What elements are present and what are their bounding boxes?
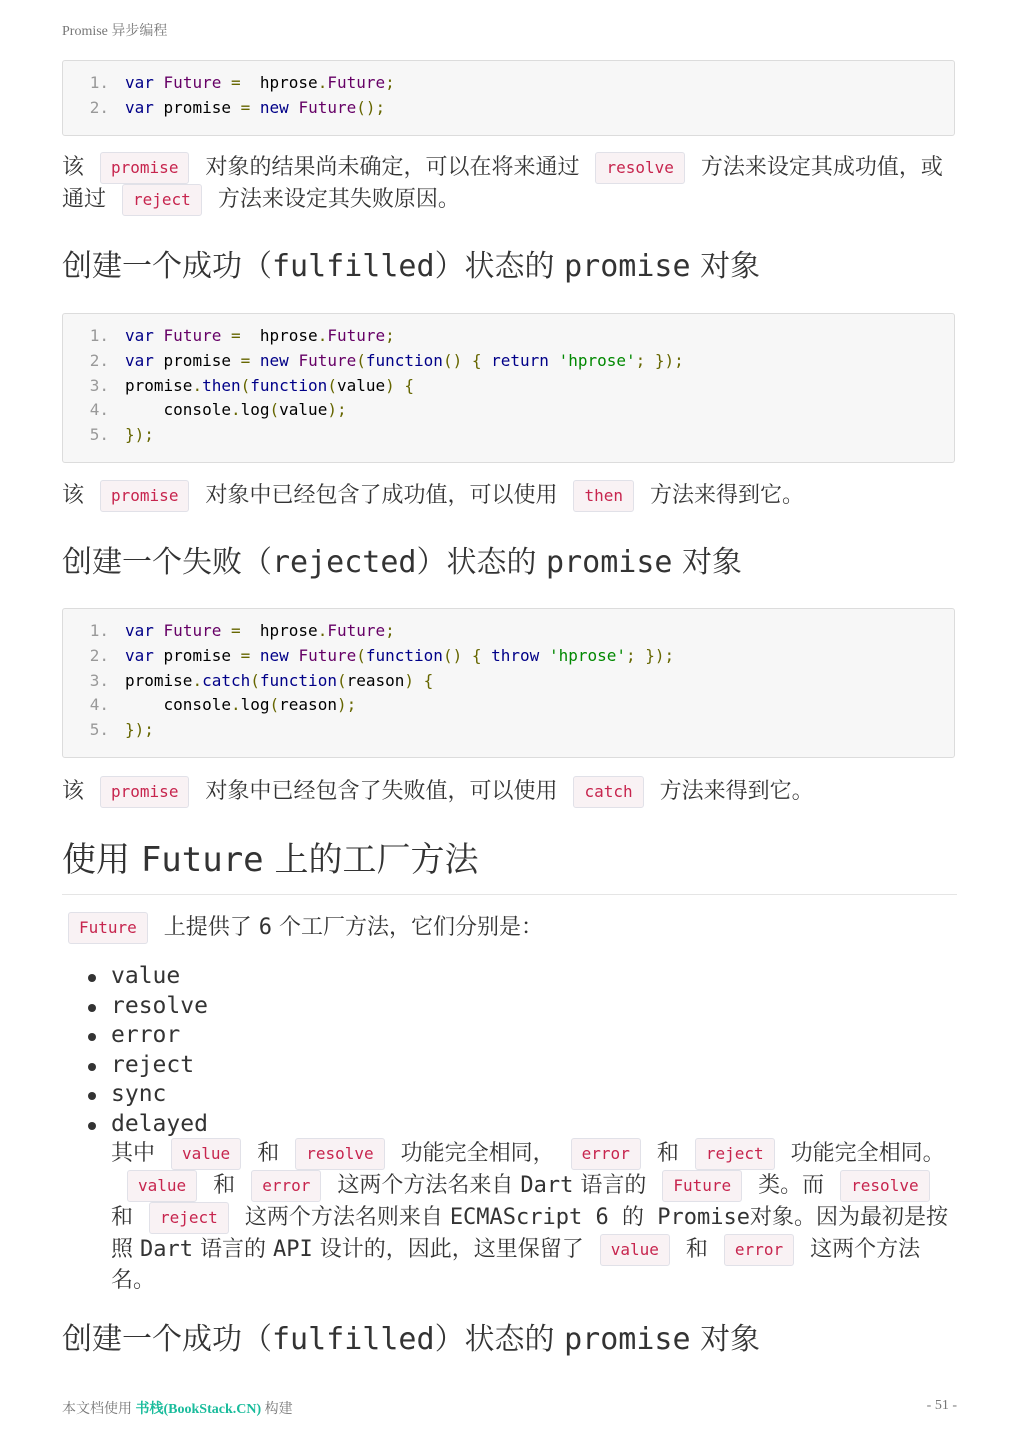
code-token: () — [442, 350, 463, 370]
line-number: 2. — [89, 350, 109, 370]
paragraph-factory-intro: Future 上提供了 6 个工厂方法，它们分别是： — [68, 912, 963, 944]
code-token — [221, 73, 231, 92]
paragraph-method-notes: 其中 value 和 resolve 功能完全相同， error 和 reject 功能完全相同。value 和 error 这两个方法名来自 Dart 语言的 Future 类。而 resolve和 reject 这两个方法名则来自 ECMAScript 6 的 Promise对象。因为最初是按照 Dart 语言的 API 设计的，因此，这里保留了 value 和 error 这两个方法名。 — [111, 1138, 951, 1296]
list-item — [88, 1051, 208, 1081]
code-token: function — [365, 645, 443, 665]
code-token: ; — [626, 645, 636, 665]
code-block-rejected-example — [62, 608, 955, 758]
code-token — [154, 326, 164, 345]
code-token: promise — [153, 97, 241, 117]
inline-code-reject: reject — [122, 184, 202, 216]
code-line — [63, 423, 954, 448]
inline-code-error: error — [724, 1234, 794, 1266]
code-token: Future — [163, 73, 222, 92]
code-token — [221, 621, 231, 640]
code-token: Future — [327, 73, 386, 92]
paragraph-promise-pending: 该 promise 对象的结果尚未确定，可以在将来通过 resolve 方法来设定其成功值，或通过 reject 方法来设定其失败原因。 — [62, 152, 957, 216]
code-token — [250, 646, 260, 665]
heading-create-fulfilled-promise: 创建一个成功（fulfilled）状态的 promise 对象 — [62, 249, 761, 284]
code-token: Future — [298, 645, 357, 665]
method-name: sync — [111, 1081, 167, 1108]
code-block-fulfilled-example — [62, 313, 955, 463]
code-token: { — [423, 670, 434, 690]
code-token — [154, 621, 164, 640]
bullet-icon — [88, 1092, 96, 1100]
method-name: resolve — [111, 992, 208, 1019]
inline-code-error: error — [571, 1138, 641, 1170]
inline-code-reject: reject — [695, 1138, 775, 1170]
code-token: var — [125, 73, 154, 92]
inline-code-resolve: resolve — [295, 1138, 384, 1170]
code-token: ) — [385, 375, 395, 395]
factory-method-list — [88, 962, 208, 1140]
line-number: 2. — [89, 97, 109, 117]
method-name: error — [111, 1022, 181, 1049]
code-token: . — [192, 375, 203, 395]
code-token: () — [442, 645, 463, 665]
list-item — [88, 1021, 208, 1051]
code-token: . — [317, 326, 328, 345]
code-token — [645, 351, 655, 370]
code-token: = — [230, 621, 241, 640]
code-token: }); — [654, 350, 684, 370]
code-token: promise — [125, 375, 193, 395]
code-token: 'hprose' — [558, 350, 636, 370]
code-token: var — [125, 350, 154, 370]
code-token: reason — [346, 670, 405, 690]
code-token: ( — [240, 375, 251, 395]
code-token: var — [125, 621, 154, 640]
code-token: = — [240, 645, 251, 665]
line-number: 5. — [89, 720, 109, 740]
code-token — [289, 646, 299, 665]
code-token: var — [125, 326, 154, 345]
code-token: }); — [645, 645, 675, 665]
list-item — [88, 1080, 208, 1110]
code-token — [395, 376, 405, 395]
code-token: Future — [298, 97, 357, 117]
code-token: log — [240, 695, 270, 715]
heading-create-fulfilled-promise-2: 创建一个成功（fulfilled）状态的 promise 对象 — [62, 1322, 761, 1357]
line-number: 1. — [89, 621, 109, 640]
line-number: 3. — [89, 375, 109, 395]
code-token — [462, 351, 472, 370]
inline-code-promise: promise — [100, 480, 189, 512]
code-token: throw — [491, 645, 540, 665]
inline-code-value: value — [127, 1170, 197, 1202]
code-token: Future — [298, 350, 357, 370]
code-token: promise — [153, 350, 241, 370]
code-token: log — [240, 400, 270, 420]
code-token: { — [471, 350, 482, 370]
line-number: 2. — [89, 645, 109, 665]
code-token: Future — [327, 326, 386, 345]
code-token: . — [317, 621, 328, 640]
line-number: 1. — [89, 326, 109, 345]
list-item — [88, 962, 208, 992]
code-token: ( — [356, 645, 366, 665]
inline-code-catch: catch — [573, 776, 643, 808]
inline-code-value: value — [600, 1234, 670, 1266]
code-token: }); — [125, 720, 154, 740]
code-token — [221, 326, 231, 345]
code-token: promise — [125, 670, 193, 690]
code-token: promise — [153, 645, 241, 665]
method-name: value — [111, 963, 181, 989]
code-token — [154, 73, 164, 92]
code-token: . — [230, 695, 241, 715]
code-line — [63, 71, 954, 96]
code-token: console — [125, 400, 231, 420]
inline-code-resolve: resolve — [595, 152, 684, 184]
heading-create-rejected-promise: 创建一个失败（rejected）状态的 promise 对象 — [62, 545, 743, 580]
code-token: var — [125, 645, 154, 665]
code-token: ); — [336, 695, 357, 715]
code-token: ) — [404, 670, 415, 690]
code-token: (); — [356, 97, 386, 117]
inline-code-future: Future — [68, 912, 148, 944]
code-token: }); — [125, 425, 154, 445]
code-token: Future — [163, 326, 222, 345]
code-line — [63, 718, 954, 743]
code-token: ( — [250, 670, 260, 690]
code-line — [63, 644, 954, 669]
code-token: value — [336, 375, 386, 395]
code-token — [250, 351, 260, 370]
line-number: 3. — [89, 670, 109, 690]
code-token: ( — [356, 350, 366, 370]
code-token: catch — [202, 670, 251, 690]
code-token: function — [250, 375, 328, 395]
code-token: ( — [327, 375, 337, 395]
code-line — [63, 693, 954, 718]
footer-credit: 本文档使用 书栈(BookStack.CN) 构建 — [62, 1402, 293, 1417]
code-token: = — [240, 97, 251, 117]
document-header-title: Promise 异步编程 — [62, 24, 168, 39]
code-token: ); — [327, 400, 347, 420]
code-token: hprose — [240, 621, 318, 640]
page-number: - 51 - — [926, 1398, 957, 1413]
code-token: ; — [385, 73, 395, 92]
method-name: reject — [111, 1051, 195, 1078]
code-token — [481, 351, 491, 370]
code-token: Future — [327, 621, 386, 640]
inline-code-future: Future — [662, 1170, 742, 1202]
code-token: = — [230, 73, 241, 92]
code-line — [63, 374, 954, 399]
code-token: = — [240, 350, 251, 370]
line-number: 4. — [89, 695, 109, 715]
method-name: delayed — [111, 1110, 208, 1137]
bookstack-link[interactable]: 书栈(BookStack.CN) — [135, 1402, 262, 1417]
code-token: . — [192, 670, 203, 690]
code-block-create-future — [62, 60, 955, 136]
bullet-icon — [88, 974, 96, 982]
inline-code-promise: promise — [100, 776, 189, 808]
code-token: reason — [279, 695, 337, 715]
inline-code-then: then — [573, 480, 634, 512]
code-token: ; — [385, 326, 395, 345]
bullet-icon — [88, 1004, 96, 1012]
code-token: new — [259, 97, 289, 117]
code-token: function — [365, 350, 443, 370]
code-line — [63, 619, 954, 644]
code-token — [250, 98, 260, 117]
code-token: console — [125, 695, 231, 715]
inline-code-value: value — [171, 1138, 241, 1170]
code-token: var — [125, 97, 154, 117]
code-token — [289, 98, 299, 117]
code-token — [549, 351, 559, 370]
code-line — [63, 398, 954, 423]
code-line — [63, 669, 954, 694]
code-token: Future — [163, 621, 222, 640]
line-number: 5. — [89, 425, 109, 445]
code-token: 'hprose' — [548, 645, 626, 665]
code-token: new — [259, 645, 289, 665]
code-token: ; — [385, 621, 395, 640]
inline-code-reject: reject — [149, 1202, 229, 1234]
code-line — [63, 324, 954, 349]
inline-code-promise: promise — [100, 152, 189, 184]
code-line — [63, 349, 954, 374]
code-token — [289, 351, 299, 370]
code-token — [462, 646, 472, 665]
line-number: 4. — [89, 400, 109, 420]
section-heading-factory-methods: 使用 Future 上的工厂方法 — [62, 838, 957, 895]
code-token: ; — [635, 350, 646, 370]
code-token: function — [259, 670, 337, 690]
inline-code-resolve: resolve — [840, 1170, 929, 1202]
code-token: new — [259, 350, 289, 370]
bullet-icon — [88, 1122, 96, 1130]
code-token — [636, 646, 646, 665]
code-token: hprose — [240, 73, 318, 92]
paragraph-fulfilled-explanation: 该 promise 对象中已经包含了成功值，可以使用 then 方法来得到它。 — [62, 480, 957, 512]
code-token — [539, 646, 549, 665]
code-token — [414, 671, 424, 690]
code-token: return — [491, 350, 549, 370]
code-line — [63, 96, 954, 121]
code-token: value — [279, 400, 328, 420]
inline-code-error: error — [251, 1170, 321, 1202]
code-token: . — [230, 400, 241, 420]
code-token: hprose — [240, 326, 318, 345]
code-token: ( — [269, 695, 280, 715]
code-token: ( — [336, 670, 347, 690]
code-token: then — [202, 375, 241, 395]
list-item — [88, 992, 208, 1022]
code-token: . — [317, 73, 328, 92]
code-token: { — [471, 645, 482, 665]
bullet-icon — [88, 1033, 96, 1041]
code-token: { — [404, 375, 415, 395]
paragraph-rejected-explanation: 该 promise 对象中已经包含了失败值，可以使用 catch 方法来得到它。 — [62, 776, 957, 808]
line-number: 1. — [89, 73, 109, 92]
code-token: ( — [269, 400, 280, 420]
code-token — [481, 646, 491, 665]
list-item — [88, 1110, 208, 1140]
bullet-icon — [88, 1063, 96, 1071]
code-token: = — [230, 326, 241, 345]
